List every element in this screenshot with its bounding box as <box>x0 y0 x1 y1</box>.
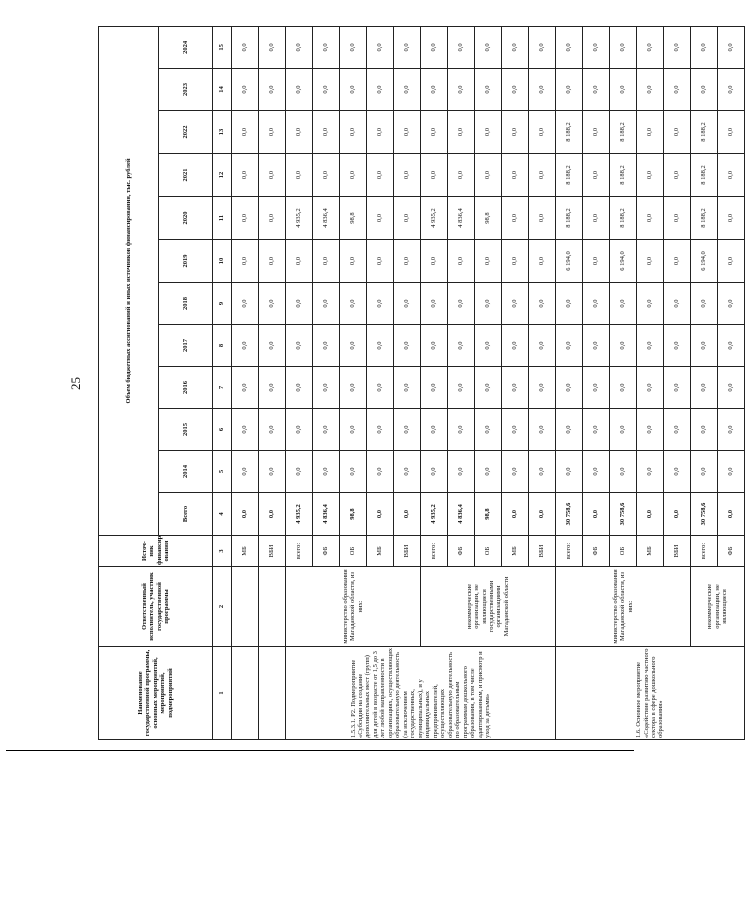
year-value-cell: 98,8 <box>340 197 367 240</box>
year-value-cell: 0,0 <box>664 451 691 493</box>
year-value-cell: 0,0 <box>475 240 502 283</box>
year-value-cell: 0,0 <box>232 154 259 197</box>
header-name: Наименование государственной программы, основных мероприятий, мероприятий, подмероприятий <box>99 647 213 740</box>
year-value-cell: 0,0 <box>664 197 691 240</box>
year-value-cell: 0,0 <box>529 367 556 409</box>
year-value-cell: 0,0 <box>583 69 610 111</box>
header-year: 2022 <box>159 111 213 154</box>
total-cell: 30 758,6 <box>556 493 583 536</box>
year-value-cell: 6 194,0 <box>556 240 583 283</box>
year-value-cell: 0,0 <box>529 111 556 154</box>
year-value-cell: 0,0 <box>286 451 313 493</box>
year-value-cell: 0,0 <box>637 283 664 325</box>
year-value-cell: 0,0 <box>259 325 286 367</box>
year-value-cell: 0,0 <box>637 26 664 68</box>
year-value-cell: 0,0 <box>421 111 448 154</box>
year-value-cell: 0,0 <box>475 154 502 197</box>
total-cell: 0,0 <box>502 493 529 536</box>
year-value-cell: 0,0 <box>286 111 313 154</box>
year-value-cell: 8 188,2 <box>556 197 583 240</box>
year-value-cell: 0,0 <box>610 451 637 493</box>
column-number: 11 <box>213 197 232 240</box>
event-name-cell: 1.5.3.1. Р2. Подмероприятие «Субсидия на создание дополнительных мест (групп) для детей в возрасте от 1,5 до 3 лет любой направленности в организациях, осуществляющих образовательную деятельность (за исключением государственных, муниципальных), и у индивидуальных предпринимателей, осуществляющих образовательную деятельность по образовательным программам дошкольного образования, в том числе адаптированным, и присмотр и уход за детьми» <box>286 647 556 740</box>
column-number: 13 <box>213 111 232 154</box>
year-value-cell: 0,0 <box>394 154 421 197</box>
header-executor: Ответственный исполнитель, участник государственной программы <box>99 567 213 647</box>
year-value-cell: 0,0 <box>691 69 718 111</box>
year-value-cell: 0,0 <box>556 26 583 68</box>
year-value-cell: 0,0 <box>502 240 529 283</box>
year-value-cell: 0,0 <box>421 367 448 409</box>
year-value-cell: 0,0 <box>583 409 610 451</box>
year-value-cell: 0,0 <box>340 283 367 325</box>
event-name-cell: 1.6. Основное мероприятие «Содействие развитию частного сектора в сфере дошкольного образования» <box>556 647 745 740</box>
total-cell: 0,0 <box>583 493 610 536</box>
year-value-cell: 0,0 <box>286 240 313 283</box>
year-value-cell: 0,0 <box>691 283 718 325</box>
year-value-cell: 0,0 <box>286 367 313 409</box>
year-value-cell: 0,0 <box>232 451 259 493</box>
year-value-cell: 0,0 <box>313 409 340 451</box>
year-value-cell: 0,0 <box>718 111 745 154</box>
year-value-cell: 0,0 <box>664 283 691 325</box>
year-value-cell: 0,0 <box>583 367 610 409</box>
year-value-cell: 0,0 <box>610 69 637 111</box>
source-cell: ФБ <box>313 536 340 567</box>
year-value-cell: 0,0 <box>448 26 475 68</box>
year-value-cell: 0,0 <box>259 111 286 154</box>
column-number: 1 <box>213 647 232 740</box>
year-value-cell: 0,0 <box>502 197 529 240</box>
year-value-cell: 0,0 <box>556 409 583 451</box>
budget-table <box>98 26 745 740</box>
year-value-cell: 0,0 <box>583 451 610 493</box>
year-value-cell: 0,0 <box>529 240 556 283</box>
year-value-cell: 0,0 <box>367 69 394 111</box>
year-value-cell: 0,0 <box>664 240 691 283</box>
year-value-cell: 0,0 <box>691 325 718 367</box>
year-value-cell: 8 188,2 <box>691 154 718 197</box>
total-cell: 0,0 <box>529 493 556 536</box>
year-value-cell: 0,0 <box>259 69 286 111</box>
year-value-cell: 0,0 <box>718 240 745 283</box>
year-value-cell: 0,0 <box>718 154 745 197</box>
year-value-cell: 0,0 <box>529 409 556 451</box>
year-value-cell: 0,0 <box>475 283 502 325</box>
year-value-cell: 0,0 <box>286 409 313 451</box>
year-value-cell: 8 188,2 <box>691 197 718 240</box>
column-number: 14 <box>213 69 232 111</box>
year-value-cell: 0,0 <box>448 367 475 409</box>
year-value-cell: 98,8 <box>475 197 502 240</box>
year-value-cell: 0,0 <box>502 367 529 409</box>
header-year: 2023 <box>159 69 213 111</box>
year-value-cell: 0,0 <box>367 26 394 68</box>
year-value-cell: 0,0 <box>367 283 394 325</box>
year-value-cell: 0,0 <box>421 26 448 68</box>
source-cell: МБ <box>637 536 664 567</box>
source-cell: ФБ <box>448 536 475 567</box>
year-value-cell: 0,0 <box>394 197 421 240</box>
year-value-cell: 0,0 <box>610 283 637 325</box>
year-value-cell: 0,0 <box>340 111 367 154</box>
year-value-cell: 0,0 <box>502 409 529 451</box>
source-cell: ВБИ <box>529 536 556 567</box>
year-value-cell: 0,0 <box>691 409 718 451</box>
year-value-cell: 0,0 <box>448 283 475 325</box>
source-cell: ВБИ <box>664 536 691 567</box>
year-value-cell: 0,0 <box>664 154 691 197</box>
year-value-cell: 0,0 <box>421 240 448 283</box>
year-value-cell: 4 836,4 <box>313 197 340 240</box>
year-value-cell: 0,0 <box>637 451 664 493</box>
year-value-cell: 0,0 <box>394 240 421 283</box>
total-cell: 0,0 <box>718 493 745 536</box>
year-value-cell: 0,0 <box>367 409 394 451</box>
source-cell: всего: <box>286 536 313 567</box>
executor-cell: некоммерческие организации, не являющиеся <box>691 567 745 647</box>
year-value-cell: 6 194,0 <box>691 240 718 283</box>
year-value-cell: 0,0 <box>367 154 394 197</box>
year-value-cell: 0,0 <box>583 325 610 367</box>
year-value-cell: 0,0 <box>583 240 610 283</box>
column-number: 4 <box>213 493 232 536</box>
table-row <box>286 26 313 739</box>
executor-cell: министерство образования Магаданской области, из них: <box>286 567 421 647</box>
year-value-cell: 0,0 <box>583 111 610 154</box>
year-value-cell: 0,0 <box>340 367 367 409</box>
year-value-cell: 0,0 <box>475 409 502 451</box>
year-value-cell: 0,0 <box>259 409 286 451</box>
year-value-cell: 0,0 <box>475 111 502 154</box>
column-number: 8 <box>213 325 232 367</box>
year-value-cell: 0,0 <box>475 451 502 493</box>
header-year: 2014 <box>159 451 213 493</box>
year-value-cell: 0,0 <box>664 367 691 409</box>
table-row <box>691 26 718 739</box>
year-value-cell: 0,0 <box>448 451 475 493</box>
year-value-cell: 0,0 <box>556 283 583 325</box>
year-value-cell: 0,0 <box>394 26 421 68</box>
header-volume: Объем бюджетных ассигнований и иных источников финансирования, тыс. рублей <box>99 26 159 535</box>
year-value-cell: 0,0 <box>529 451 556 493</box>
year-value-cell: 0,0 <box>448 325 475 367</box>
year-value-cell: 0,0 <box>475 325 502 367</box>
year-value-cell: 0,0 <box>313 240 340 283</box>
header-year: 2019 <box>159 240 213 283</box>
year-value-cell: 0,0 <box>529 197 556 240</box>
year-value-cell: 8 188,2 <box>691 111 718 154</box>
year-value-cell: 0,0 <box>232 111 259 154</box>
year-value-cell: 0,0 <box>394 409 421 451</box>
year-value-cell: 0,0 <box>637 154 664 197</box>
year-value-cell: 0,0 <box>664 69 691 111</box>
rotated-sheet <box>58 27 735 740</box>
year-value-cell: 0,0 <box>259 451 286 493</box>
year-value-cell: 0,0 <box>367 240 394 283</box>
year-value-cell: 0,0 <box>448 154 475 197</box>
year-value-cell: 0,0 <box>448 69 475 111</box>
total-cell: 4 935,2 <box>286 493 313 536</box>
year-value-cell: 0,0 <box>232 26 259 68</box>
year-value-cell: 0,0 <box>529 283 556 325</box>
year-value-cell: 0,0 <box>529 154 556 197</box>
year-value-cell: 0,0 <box>583 26 610 68</box>
column-number: 9 <box>213 283 232 325</box>
year-value-cell: 0,0 <box>421 154 448 197</box>
year-value-cell: 0,0 <box>529 69 556 111</box>
source-cell: ФБ <box>583 536 610 567</box>
source-cell: ФБ <box>718 536 745 567</box>
column-number-row <box>213 26 232 739</box>
year-value-cell: 0,0 <box>718 409 745 451</box>
year-value-cell: 0,0 <box>448 240 475 283</box>
header-year: 2020 <box>159 197 213 240</box>
executor-cell: министерство образования Магаданской области, из них: <box>556 567 691 647</box>
source-cell: ВБИ <box>259 536 286 567</box>
year-value-cell: 0,0 <box>637 69 664 111</box>
header-year: 2018 <box>159 283 213 325</box>
year-value-cell: 0,0 <box>421 325 448 367</box>
year-value-cell: 0,0 <box>718 325 745 367</box>
year-value-cell: 0,0 <box>691 367 718 409</box>
year-value-cell: 0,0 <box>232 69 259 111</box>
year-value-cell: 0,0 <box>259 367 286 409</box>
year-value-cell: 0,0 <box>232 325 259 367</box>
year-value-cell: 0,0 <box>313 26 340 68</box>
year-value-cell: 0,0 <box>718 69 745 111</box>
year-value-cell: 0,0 <box>394 367 421 409</box>
column-number: 12 <box>213 154 232 197</box>
empty-cell <box>232 567 259 647</box>
year-value-cell: 0,0 <box>340 69 367 111</box>
year-value-cell: 0,0 <box>583 283 610 325</box>
total-cell: 0,0 <box>664 493 691 536</box>
year-value-cell: 0,0 <box>502 69 529 111</box>
year-value-cell: 0,0 <box>691 451 718 493</box>
year-value-cell: 0,0 <box>421 409 448 451</box>
page-number: 25 <box>68 377 83 390</box>
column-number: 5 <box>213 451 232 493</box>
year-value-cell: 0,0 <box>691 26 718 68</box>
year-value-cell: 8 188,2 <box>610 111 637 154</box>
year-value-cell: 8 188,2 <box>610 154 637 197</box>
year-value-cell: 0,0 <box>232 283 259 325</box>
header-year: 2017 <box>159 325 213 367</box>
year-value-cell: 0,0 <box>637 409 664 451</box>
total-cell: 30 758,6 <box>610 493 637 536</box>
header-year: 2024 <box>159 26 213 68</box>
year-value-cell: 0,0 <box>394 451 421 493</box>
year-value-cell: 0,0 <box>259 26 286 68</box>
total-cell: 0,0 <box>232 493 259 536</box>
source-cell: ОБ <box>610 536 637 567</box>
source-cell: ВБИ <box>394 536 421 567</box>
year-value-cell: 0,0 <box>556 69 583 111</box>
year-value-cell: 0,0 <box>502 283 529 325</box>
year-value-cell: 0,0 <box>529 26 556 68</box>
year-value-cell: 0,0 <box>664 409 691 451</box>
source-cell: МБ <box>367 536 394 567</box>
source-cell: ОБ <box>475 536 502 567</box>
year-value-cell: 0,0 <box>232 367 259 409</box>
column-number: 10 <box>213 240 232 283</box>
year-value-cell: 0,0 <box>313 69 340 111</box>
year-value-cell: 0,0 <box>259 240 286 283</box>
year-value-cell: 4 935,2 <box>286 197 313 240</box>
year-value-cell: 0,0 <box>556 367 583 409</box>
total-cell: 98,8 <box>475 493 502 536</box>
empty-cell <box>259 567 286 647</box>
year-value-cell: 0,0 <box>340 409 367 451</box>
year-value-cell: 0,0 <box>664 26 691 68</box>
page-divider-line <box>6 750 634 751</box>
year-value-cell: 0,0 <box>718 26 745 68</box>
column-number: 7 <box>213 367 232 409</box>
column-number: 6 <box>213 409 232 451</box>
year-value-cell: 0,0 <box>502 154 529 197</box>
year-value-cell: 0,0 <box>664 111 691 154</box>
table-row <box>421 26 448 739</box>
source-cell: всего: <box>556 536 583 567</box>
year-value-cell: 0,0 <box>637 240 664 283</box>
year-value-cell: 0,0 <box>394 283 421 325</box>
year-value-cell: 0,0 <box>718 197 745 240</box>
year-value-cell: 8 188,2 <box>610 197 637 240</box>
year-value-cell: 0,0 <box>475 69 502 111</box>
total-cell: 4 836,4 <box>313 493 340 536</box>
year-value-cell: 0,0 <box>421 69 448 111</box>
source-cell: всего: <box>421 536 448 567</box>
year-value-cell: 0,0 <box>259 197 286 240</box>
source-cell: всего: <box>691 536 718 567</box>
column-number: 15 <box>213 26 232 68</box>
header-year: 2016 <box>159 367 213 409</box>
year-value-cell: 0,0 <box>313 367 340 409</box>
year-value-cell: 0,0 <box>367 325 394 367</box>
year-value-cell: 0,0 <box>610 409 637 451</box>
executor-cell: некоммерческие организации, не являющиеся государственными организациями Магаданской области <box>421 567 556 647</box>
total-cell: 0,0 <box>367 493 394 536</box>
year-value-cell: 0,0 <box>718 367 745 409</box>
year-value-cell: 0,0 <box>232 409 259 451</box>
year-value-cell: 0,0 <box>448 409 475 451</box>
year-value-cell: 0,0 <box>502 26 529 68</box>
total-cell: 98,8 <box>340 493 367 536</box>
year-value-cell: 0,0 <box>637 111 664 154</box>
empty-cell <box>232 647 259 740</box>
year-value-cell: 0,0 <box>286 325 313 367</box>
source-cell: МБ <box>232 536 259 567</box>
source-cell: МБ <box>502 536 529 567</box>
header-total: Всего <box>159 493 213 536</box>
total-cell: 30 758,6 <box>691 493 718 536</box>
year-value-cell: 0,0 <box>610 325 637 367</box>
total-cell: 4 836,4 <box>448 493 475 536</box>
year-value-cell: 0,0 <box>286 69 313 111</box>
total-cell: 4 935,2 <box>421 493 448 536</box>
year-value-cell: 0,0 <box>502 451 529 493</box>
column-number: 2 <box>213 567 232 647</box>
year-value-cell: 0,0 <box>340 451 367 493</box>
year-value-cell: 4 935,2 <box>421 197 448 240</box>
year-value-cell: 0,0 <box>637 325 664 367</box>
year-value-cell: 0,0 <box>232 197 259 240</box>
year-value-cell: 0,0 <box>475 26 502 68</box>
year-value-cell: 0,0 <box>340 240 367 283</box>
year-value-cell: 0,0 <box>502 325 529 367</box>
source-cell: ОБ <box>340 536 367 567</box>
year-value-cell: 0,0 <box>637 367 664 409</box>
empty-cell <box>259 647 286 740</box>
header-year: 2015 <box>159 409 213 451</box>
year-value-cell: 0,0 <box>340 154 367 197</box>
year-value-cell: 4 836,4 <box>448 197 475 240</box>
year-value-cell: 0,0 <box>367 197 394 240</box>
year-value-cell: 0,0 <box>313 154 340 197</box>
total-cell: 0,0 <box>259 493 286 536</box>
year-value-cell: 0,0 <box>448 111 475 154</box>
year-value-cell: 0,0 <box>394 325 421 367</box>
year-value-cell: 0,0 <box>556 325 583 367</box>
year-value-cell: 0,0 <box>502 111 529 154</box>
year-value-cell: 0,0 <box>286 154 313 197</box>
header-year: 2021 <box>159 154 213 197</box>
year-value-cell: 0,0 <box>718 451 745 493</box>
year-value-cell: 0,0 <box>610 367 637 409</box>
total-cell: 0,0 <box>637 493 664 536</box>
year-value-cell: 0,0 <box>421 283 448 325</box>
table-row <box>556 26 583 739</box>
year-value-cell: 0,0 <box>529 325 556 367</box>
total-cell: 0,0 <box>394 493 421 536</box>
year-value-cell: 0,0 <box>718 283 745 325</box>
year-value-cell: 0,0 <box>637 197 664 240</box>
year-value-cell: 8 188,2 <box>556 111 583 154</box>
year-value-cell: 0,0 <box>367 111 394 154</box>
column-number: 3 <box>213 536 232 567</box>
year-value-cell: 0,0 <box>232 240 259 283</box>
year-value-cell: 0,0 <box>367 367 394 409</box>
table-row <box>259 26 286 739</box>
year-value-cell: 0,0 <box>340 325 367 367</box>
year-value-cell: 0,0 <box>475 367 502 409</box>
year-value-cell: 8 188,2 <box>556 154 583 197</box>
year-value-cell: 0,0 <box>259 283 286 325</box>
year-value-cell: 0,0 <box>583 154 610 197</box>
year-value-cell: 0,0 <box>340 26 367 68</box>
year-value-cell: 0,0 <box>664 325 691 367</box>
year-value-cell: 0,0 <box>367 451 394 493</box>
year-value-cell: 0,0 <box>313 451 340 493</box>
year-value-cell: 0,0 <box>313 325 340 367</box>
year-value-cell: 0,0 <box>259 154 286 197</box>
year-value-cell: 0,0 <box>286 283 313 325</box>
year-value-cell: 0,0 <box>556 451 583 493</box>
year-value-cell: 0,0 <box>313 283 340 325</box>
year-value-cell: 0,0 <box>610 26 637 68</box>
year-value-cell: 0,0 <box>286 26 313 68</box>
header-source: Источ-ник финансир ования <box>99 536 213 567</box>
year-value-cell: 6 194,0 <box>610 240 637 283</box>
year-value-cell: 0,0 <box>583 197 610 240</box>
year-value-cell: 0,0 <box>313 111 340 154</box>
year-value-cell: 0,0 <box>394 69 421 111</box>
year-value-cell: 0,0 <box>421 451 448 493</box>
table-row <box>232 26 259 739</box>
year-value-cell: 0,0 <box>394 111 421 154</box>
